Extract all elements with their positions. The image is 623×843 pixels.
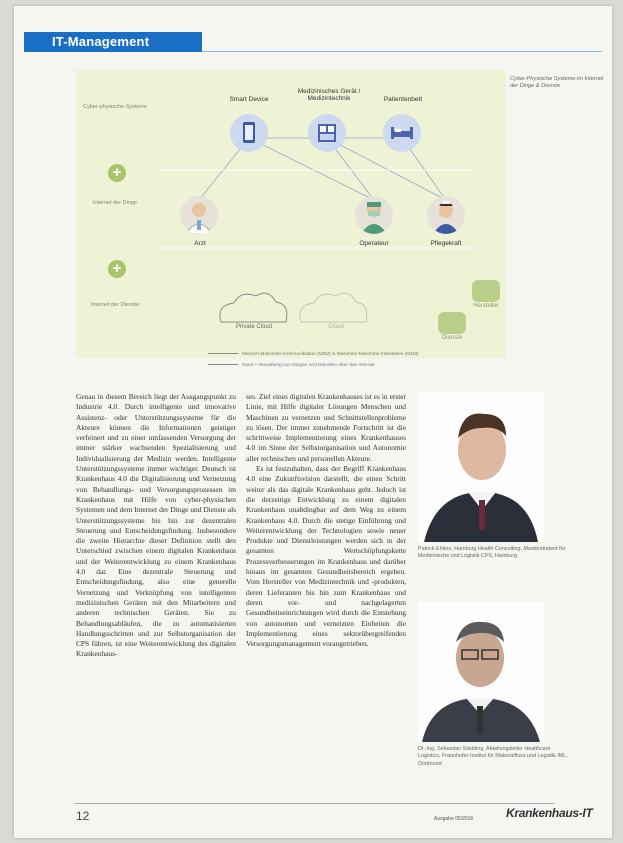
diagram-caption: Cyber-Physische Systeme im Internet der Dinge & Dienste [510,76,604,89]
cloud-label-private: Private Cloud [235,324,273,330]
magazine-page [14,6,612,838]
node-label-medical-device: Medizinisches Gerät / Medizintechnik [297,88,361,102]
node-label-bed: Patientenbett [383,96,423,103]
cloud-label-public: Cloud [328,324,344,330]
cps-diagram [76,70,506,358]
node-label-operateur: Operateur [359,240,389,247]
header-rule [202,51,602,52]
article-column-1 [76,392,236,660]
paragraph: ses. Ziel eines digitalen Krankenhauses ist es in erster Linie, mit Hilfe digitaler Lösungen Menschen und Maschinen zu vernetzen und Schnittstellenprobleme zu lösen. Der immer zunehmende Fortschritt ist die schrittweise Implementierung eines Krankenhauses 4.0 im Sinne der Selbstorganisation und Autonomie aller technischen und personellen Akteure. [246,392,406,463]
section-header [24,32,202,52]
legend-m2m: Mensch-Maschine-Kommunikation (M2M) & Maschine-Maschine-Interaktion (M2M) [208,352,508,357]
side-label-dienste: Dienste [441,335,463,341]
layer-label-cps: Cyber-physische Systeme [83,104,147,110]
side-label-hersteller: Hersteller [473,303,499,309]
author-photo-2 [418,602,544,742]
plus-icon: + [108,260,126,278]
paragraph: Es ist festzuhalten, dass der Begriff Krankenhaus 4.0 eine Zukunftsvision darstellt, die einen Schritt weiter als das digitale Krankenhaus geht. Jedoch ist die derzeitige Entwicklung zu einem digitalen Krankenhaus unabdingbar auf dem Weg zu einem Krankenhaus 4.0. Durch die stetige Einführung und Weiterentwicklung der Technologien sowie neuer Produkte und Dienstleistungen werden sich in der gesamten Wertschöpfungskette Prozessverbesserungen im Krankenhaus und darüber hinaus im gesamten Gesundheitsbereich ergeben. Vom Hersteller von Medizintechnik und -produkten, deren Lieferanten bis hin zum Krankenhaus und deren vor- und nachgelagerten Gesundheitseinrichtungen wird durch die Entstehung von autonomen und vernetzten Einheiten die Implementierung eines sektorübergreifenden Versorgungsmanagement vorangetrieben. [246,464,406,649]
node-label-arzt: Arzt [194,240,206,247]
author-photo-1 [418,392,544,542]
plus-icon: + [108,164,126,182]
layer-label-dienste: Internet der Dienste [90,302,140,308]
footer-rule [74,803,554,804]
photo-caption-2: Dr.-Ing. Sebastian Stiebling, Abteilungsleiter Healthcare Logistics, Fraunhofer-Institut für Materialfluss und Logistik IML, Dortmund [418,746,568,767]
legend-saas: SaaS • Verwaltung von Dingen und Diensten über das Internet [208,363,508,368]
layer-label-dinge: Internet der Dinge [92,200,138,206]
paragraph: Genau in diesem Bereich liegt der Ausgangspunkt zu Industrie 4.0. Durch intelligente und innovative Assistenz- oder Unterstützungssysteme für die Akteure können die Informationen geistiger verfeinert und zu einer umfassenden Versorgung der immer stärker wachsenden Spezialisierung und Individualisierung der Medizin werden. Intelligente Unterstützungssysteme immer wichtiger. Deutsch ist Krankenhaus 4.0 die Digitalisierung und Vernetzung von Behandlungs- und Versorgungsprozessen im Krankenhaus mit Hilfe von cyber-physischen Systemen und dem Internet der Dinge und Dienste als Unterstützungssysteme bis hin zur dezentralen Steuerung und Entscheidungsfindung. Insbesondere die zweite Hierarchie dieser Definition stellt den Unterschied zwischen einem digitalen Krankenhaus und der Weiterentwicklung zu einem Krankenhaus 4.0 dar. Eine dezentrale Steuerung und Entscheidungsfindung, also eine generelle Vernetzung und Verknüpfung von intelligenten medizinischen Geräten mit den Mitarbeitern und anderen technischen Geräten. Sie zu Behandlungsabläufen, die zu automatisierten Handlungsschritten und zur Selbstorganisation der CPS führen, ist eine Weiterentwicklung des digitalen Krankenhaus- [76,392,236,659]
node-label-smart-device: Smart Device [229,96,269,103]
services-icon [438,312,466,334]
page-number: 12 [76,809,90,823]
photo-caption-1: Patrick Ehlers, Hamburg Health Consulting, Masterstudent für Medizinische und Logistik CPS, Hamburg [418,546,566,560]
magazine-logo: Krankenhaus-IT [506,806,593,820]
section-title: IT-Management [52,34,150,49]
issue-label: Ausgabe 05/2016 [434,816,474,822]
article-column-2 [246,392,406,649]
truck-icon [472,280,500,302]
node-label-pflegekraft: Pflegekraft [430,240,462,247]
